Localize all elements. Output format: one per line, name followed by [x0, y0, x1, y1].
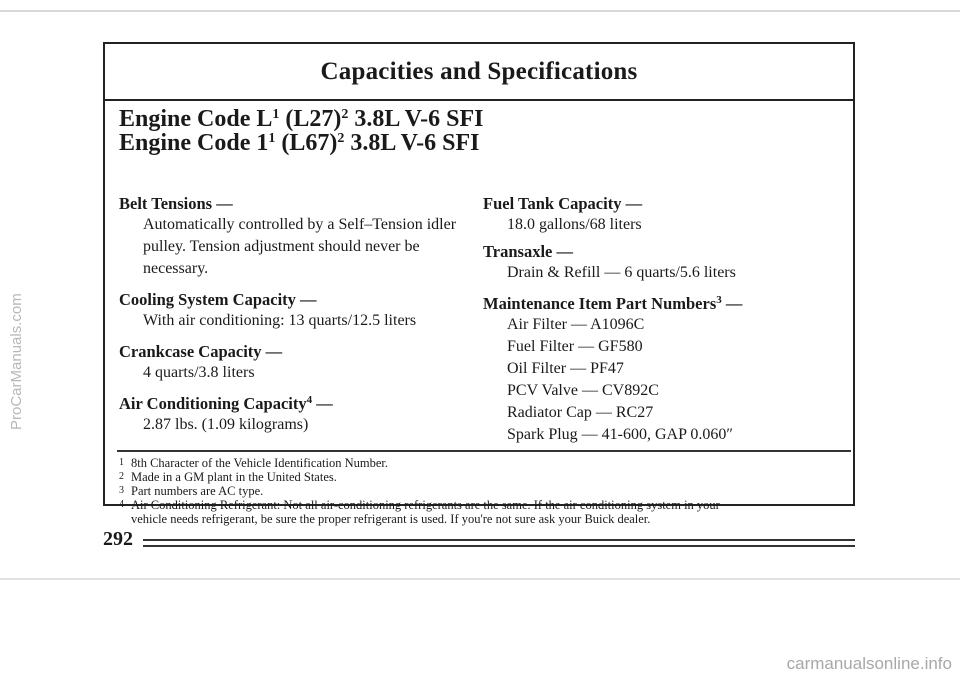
watermark-bottom: carmanualsonline.info — [786, 654, 952, 673]
footnote-3: 3 Part numbers are AC type. — [119, 484, 264, 498]
cooling-heading: Cooling System Capacity — — [119, 290, 317, 309]
right-column — [483, 194, 843, 446]
footnotes — [119, 456, 849, 526]
footnote-1: 1 8th Character of the Vehicle Identification Number. — [119, 456, 388, 470]
list-item: Fuel Filter — GF580 — [507, 338, 643, 355]
title-bar — [105, 44, 853, 101]
cooling-text: With air conditioning: 13 quarts/12.5 liters — [143, 312, 417, 329]
footnote-2: 2 Made in a GM plant in the United States. — [119, 470, 337, 484]
page-title: Capacities and Specifications — [320, 57, 638, 85]
ac-capacity-text: 2.87 lbs. (1.09 kilograms) — [143, 416, 309, 433]
belt-tensions-heading: Belt Tensions — — [119, 194, 233, 213]
list-item: PCV Valve — CV892C — [507, 382, 659, 399]
belt-tensions-text: Automatically controlled by a Self–Tension idler pulley. Tension adjustment should never be necessary. — [143, 216, 457, 277]
page-number: 292 — [103, 528, 133, 550]
page-rule-lower — [143, 545, 855, 547]
ac-capacity-heading: Air Conditioning Capacity$^4$ — — [119, 394, 333, 413]
footnote-4: 4 Air Conditioning Refrigerant: Not all air-conditioning refrigerants are the same. If the air conditioning system in your — [119, 498, 720, 512]
crankcase-text: 4 quarts/3.8 liters — [143, 364, 255, 381]
engine-code-line-2: Engine Code $1^1$ $(L67)^2$ 3.8L V-6 SFI — [119, 130, 480, 156]
crankcase-heading: Crankcase Capacity — — [119, 342, 283, 361]
list-item: Oil Filter — PF47 — [507, 360, 624, 377]
page-rule-upper — [143, 539, 855, 541]
list-item: Air Filter — A1096C — [507, 316, 645, 333]
left-column — [119, 194, 479, 436]
transaxle-heading: Transaxle — — [483, 242, 573, 261]
list-item: Spark Plug — 41-600, GAP 0.060″ — [507, 426, 734, 443]
maintenance-heading: Maintenance Item Part Numbers$^3$ — — [483, 294, 743, 313]
maintenance-list — [483, 314, 843, 446]
list-item: Radiator Cap — RC27 — [507, 404, 654, 421]
footnote-divider — [117, 450, 851, 452]
bottom-rule — [0, 578, 960, 580]
spec-box — [103, 42, 855, 526]
footnote-4-continued: vehicle needs refrigerant, be sure the proper refrigerant is used. If you're not sure ask your Buick dealer. — [131, 512, 651, 526]
engine-codes — [119, 107, 484, 155]
fuel-tank-heading: Fuel Tank Capacity — — [483, 194, 643, 213]
fuel-tank-text: 18.0 gallons/68 liters — [507, 216, 642, 233]
top-rule — [0, 10, 960, 12]
transaxle-text: Drain & Refill — 6 quarts/5.6 liters — [507, 264, 736, 281]
engine-code-line-1: Engine Code $L^1$ $(L27)^2$ 3.8L V-6 SFI — [119, 106, 484, 132]
watermark-left: ProCarManuals.com — [8, 293, 25, 430]
